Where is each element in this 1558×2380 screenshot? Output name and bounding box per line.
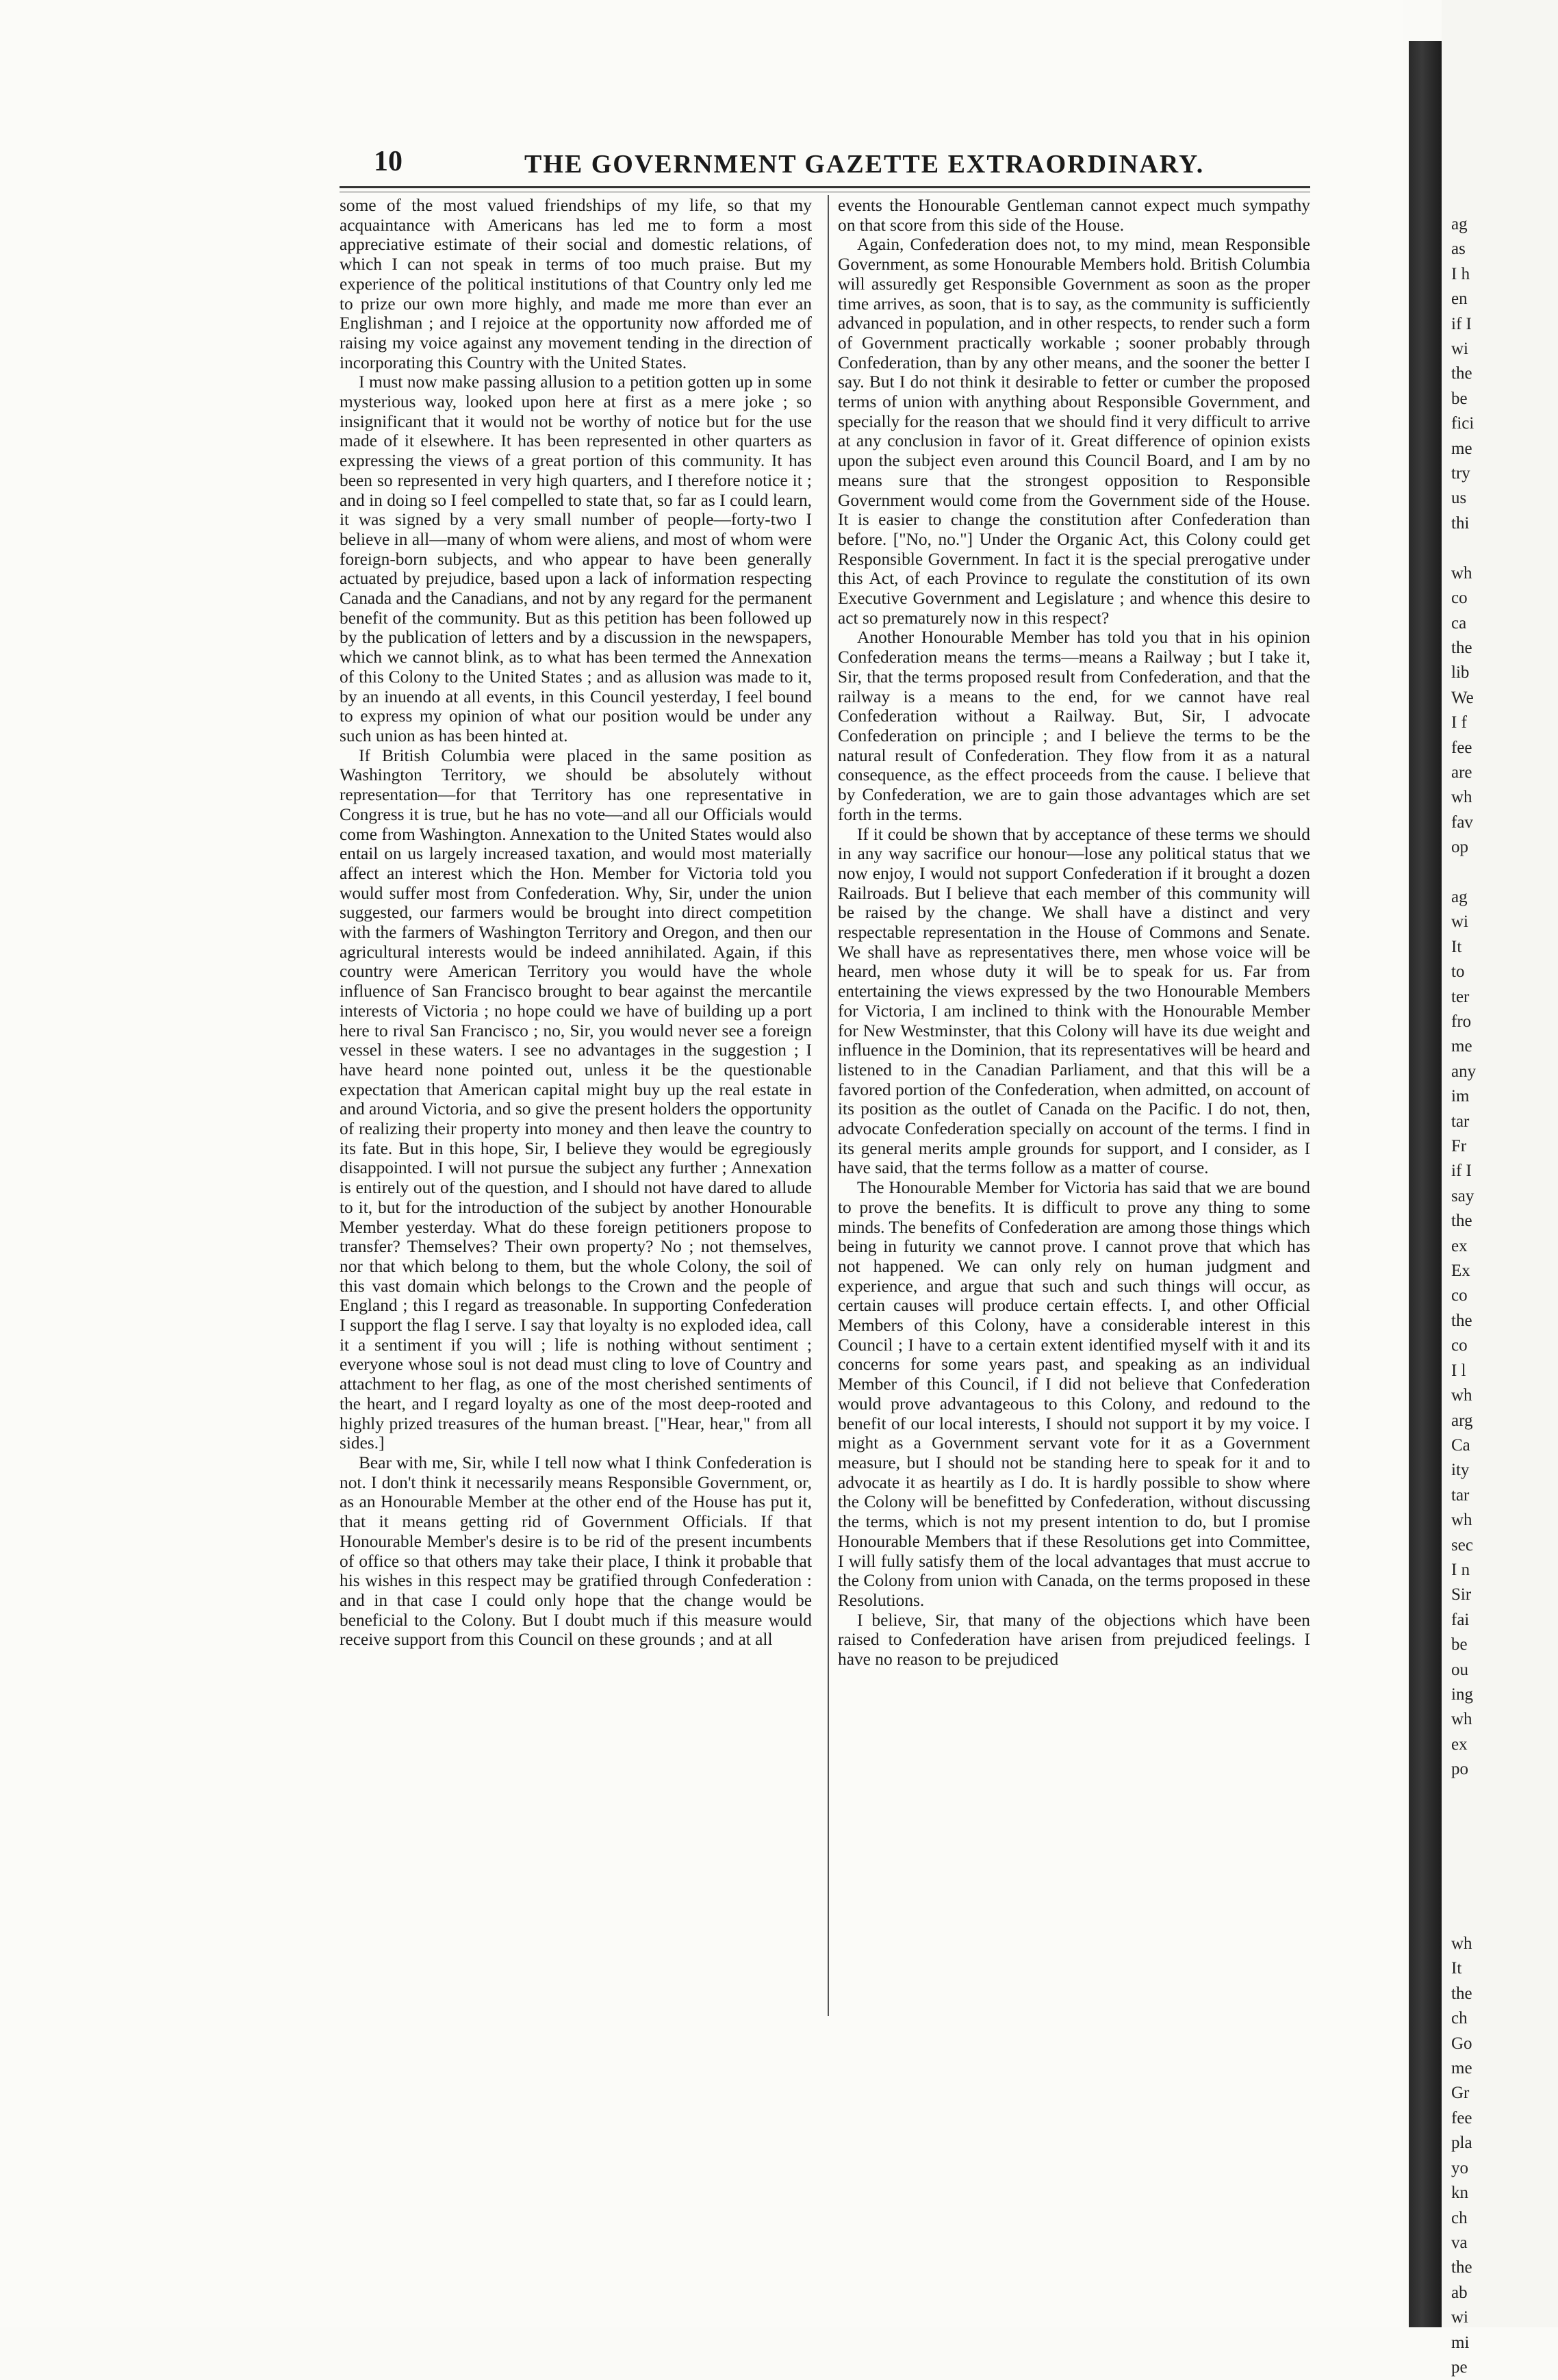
- facing-line: wi: [1451, 2308, 1468, 2327]
- facing-line: ter: [1451, 987, 1470, 1006]
- facing-line: fro: [1451, 1012, 1472, 1031]
- facing-line: tar: [1451, 1485, 1470, 1505]
- facing-line: fai: [1451, 1610, 1470, 1629]
- facing-line: ou: [1451, 1660, 1468, 1679]
- facing-line: It: [1451, 937, 1462, 956]
- page-number: 10: [374, 146, 403, 177]
- left-column: [340, 196, 812, 2030]
- facing-line: im: [1451, 1087, 1470, 1106]
- facing-line: wh: [1451, 1511, 1472, 1530]
- facing-line: I f: [1451, 713, 1467, 732]
- facing-line: the: [1451, 1212, 1472, 1231]
- column-divider: [828, 195, 829, 2016]
- facing-line: me: [1451, 439, 1472, 458]
- facing-line: [1451, 860, 1558, 885]
- facing-line: kn: [1451, 2184, 1468, 2203]
- facing-line: ch: [1451, 2009, 1468, 2028]
- facing-page-text: [1442, 0, 1558, 2380]
- facing-line: be: [1451, 1635, 1468, 1654]
- right-column: [838, 196, 1310, 2030]
- facing-line: co: [1451, 589, 1468, 608]
- facing-line: if I: [1451, 1162, 1472, 1181]
- facing-line: I n: [1451, 1560, 1470, 1579]
- facing-line: yo: [1451, 2158, 1468, 2177]
- facing-line: op: [1451, 838, 1468, 857]
- facing-line: are: [1451, 763, 1472, 782]
- facing-line: lib: [1451, 663, 1470, 682]
- facing-line: the: [1451, 2258, 1472, 2277]
- page-header: [374, 145, 1310, 178]
- paragraph: I believe, Sir, that many of the objections which have been raised to Confederation have arisen from prejudiced feelings. I have no reason to be prejudiced: [838, 1610, 1310, 1669]
- facing-line: say: [1451, 1186, 1474, 1205]
- facing-line: ca: [1451, 613, 1467, 632]
- facing-line: ex: [1451, 1735, 1468, 1754]
- facing-line: fici: [1451, 414, 1474, 433]
- facing-line: wh: [1451, 1934, 1472, 1954]
- facing-line: It: [1451, 1959, 1462, 1978]
- paragraph: Bear with me, Sir, while I tell now what I think Confederation is not. I don't think it necessarily means Responsible Government, or, as an Honourable Member at the other end of the House has put it, that it means getting rid of Government Officials. If that Honourable Member's desire is to be rid of the present incumbents of office so that others may take their place, I think it probable that his wishes in this respect may be gratified through Confederation : and in that case I could only hope that the change would be beneficial to the Colony. But I doubt much if this measure would receive support from this Council on these grounds ; and at all: [340, 1453, 812, 1650]
- facing-line: en: [1451, 290, 1468, 309]
- paragraph: If it could be shown that by acceptance of these terms we should in any way sacrifice our honour—lose any political status that we now enjoy, I would not support Confederation if it brought a dozen Railroads. But I believe that each member of this community will be raised by the change. We shall have a distinct and very respectable representation in the House of Commons and Senate. We shall have as representatives there, men whose voice will be heard, men whose duty it will be to speak for us. Far from entertaining the views expressed by the two Honourable Members for Victoria, I am inclined to think with the Honourable Member for New Westminster, that this Colony will have its due weight and influence in the Dominion, that its representatives will be heard and listened to in the Canadian Parliament, and that this will be a favored portion of the Confederation, when admitted, on account of its position as the outlet of Canada on the Pacific. I do not, then, advocate Confederation specially on account of the terms. I find in its general merits ample grounds for support, and I consider, as I have said, that the terms follow as a matter of course.: [838, 824, 1310, 1178]
- facing-line: po: [1451, 1760, 1468, 1779]
- facing-line: [1451, 1857, 1558, 1882]
- facing-line: [1451, 1832, 1558, 1856]
- facing-line: We: [1451, 688, 1474, 707]
- facing-line: Ex: [1451, 1262, 1470, 1281]
- facing-line: [1451, 1807, 1558, 1832]
- facing-page: [1442, 0, 1558, 2377]
- facing-line: wi: [1451, 912, 1468, 932]
- facing-line: wh: [1451, 563, 1472, 583]
- paragraph: Again, Confederation does not, to my mind, mean Responsible Government, as some Honourable Members hold. British Columbia will assuredly get Responsible Government as soon as the proper time arrives, as soon, that is to say, as the community is sufficiently advanced in population, and in other respects, to render such a form of Government practically workable ; sooner probably through Confederation, than by any other means, and the sooner the better I say. But I do not think it desirable to fetter or cumber the proposed terms of union with anything about Responsible Government, and specially for the reason that we should find it very difficult to arrive at any conclusion in favor of it. Great difference of opinion exists upon the subject even around this Council Board, and I am by no means sure that the strongest opposition to Responsible Government would come from the Government side of the House. It is easier to change the constitution after Confederation than before. ["No, no."] Under the Organic Act, this Colony could get Responsible Government. In fact it is the special prerogative under this Act, of each Province to regulate the constitution of its own Executive Government and Legislature ; and whence this desire to act so prematurely now in this respect?: [838, 235, 1310, 628]
- facing-line: Fr: [1451, 1137, 1467, 1156]
- facing-line: to: [1451, 962, 1465, 982]
- paragraph: I must now make passing allusion to a petition gotten up in some mysterious way, looked upon here at first as a mere joke ; so insignificant that it would not be worthy of notice but for the use made of it elsewhere. It has been represented in other quarters as expressing the views of a great portion of this community. It has been so represented in very high quarters, and I therefore notice it ; and in doing so I feel compelled to state that, so far as I could learn, it was signed by a very small number of people—forty-two I believe in all—many of whom were aliens, and most of whom were foreign-born subjects, and who appear to have been generally actuated by prejudice, based upon a lack of information respecting Canada and the Canadians, and not by any regard for the permanent benefit of the community. But as this petition has been followed up by the publication of letters and by a discussion in the newspapers, which we cannot blink, as to what has been termed the Annexation of this Colony to the United States ; and as allusion was made to it, by an inuendo at all events, in this Council yesterday, I feel bound to express my opinion of what our position would be under any such union as has been hinted at.: [340, 372, 812, 745]
- facing-line: as: [1451, 240, 1466, 259]
- facing-line: [1451, 1907, 1558, 1932]
- facing-line: ag: [1451, 887, 1468, 906]
- facing-line: mi: [1451, 2333, 1470, 2352]
- facing-line: be: [1451, 389, 1468, 408]
- facing-line: Gr: [1451, 2084, 1470, 2103]
- facing-line: us: [1451, 489, 1467, 508]
- facing-line: ing: [1451, 1685, 1473, 1704]
- facing-line: pe: [1451, 2357, 1468, 2377]
- facing-line: ity: [1451, 1461, 1470, 1480]
- facing-line: try: [1451, 464, 1470, 483]
- facing-line: ab: [1451, 2283, 1468, 2302]
- book-binding: [1409, 41, 1442, 2327]
- facing-line: the: [1451, 638, 1472, 657]
- facing-line: Go: [1451, 2034, 1472, 2053]
- paragraph: The Honourable Member for Victoria has said that we are bound to prove the benefits. It is difficult to prove any thing to some minds. The benefits of Confederation are among those things which being in futurity we cannot prove. I cannot prove that which has not happened. We can only rely on human judgment and experience, and argue that such and such things will occur, as certain causes will produce certain effects. I, and other Official Members of this Colony, have a considerable interest in this Council ; I have to a certain extent identified myself with it and its concerns for some years past, and speaking as an individual Member of this Council, if I did not believe that Confederation would prove advantageous to this Colony, and redound to the benefit of our local interests, I should not support it by my voice. I might as a Government servant vote for it as a Government measure, but I should not be standing here to speak for it and to advocate it as heartily as I do. It is hardly possible to show where the Colony will be benefitted by Confederation, without discussing the terms, which is not my present intention to do, but I promise Honourable Members that if these Resolutions get into Committee, I will fully satisfy them of the local advantages that must accrue to the Colony from union with Canada, on the terms proposed in these Resolutions.: [838, 1178, 1310, 1610]
- facing-line: [1451, 536, 1558, 561]
- facing-line: fav: [1451, 812, 1473, 832]
- facing-line: if I: [1451, 314, 1472, 333]
- facing-line: fee: [1451, 2108, 1472, 2127]
- paragraph: Another Honourable Member has told you that in his opinion Confederation means the terms—means a Railway ; but I take it, Sir, that the terms proposed result from Confederation, and that the railway is a means to the end, for we cannot have real Confederation without a Railway. But, Sir, I advocate Confederation on principle ; and I believe the terms to be the natural result of Confederation. They flow from it as a natural consequence, as the effect proceeds from the cause. I believe that by Confederation, we are to gain those advantages which are set forth in the terms.: [838, 628, 1310, 824]
- paragraph: some of the most valued friendships of my life, so that my acquaintance with Americans has led me to form a most appreciative estimate of their social and domestic relations, of which I can not speak in terms of too much praise. But my experience of the political institutions of that Country only led me to prize our own more highly, and made me more than ever an Englishman ; and I rejoice at the opportunity now afforded me of raising my voice against any movement tending in the direction of incorporating this Country with the United States.: [340, 196, 812, 372]
- facing-line: [1451, 1782, 1558, 1807]
- facing-line: co: [1451, 1286, 1468, 1305]
- gazette-title: THE GOVERNMENT GAZETTE EXTRAORDINARY.: [524, 150, 1205, 179]
- facing-line: any: [1451, 1062, 1477, 1081]
- facing-line: tar: [1451, 1112, 1470, 1131]
- facing-line: me: [1451, 2059, 1472, 2078]
- facing-line: [1451, 1882, 1558, 1906]
- facing-line: wh: [1451, 1710, 1472, 1729]
- facing-line: wi: [1451, 340, 1468, 359]
- paragraph: If British Columbia were placed in the same position as Washington Territory, we should be absolutely without representation—for that Territory has one representative in Congress it is true, but he has no vote—and all our Officials would come from Washington. Annexation to the United States would also entail on us largely increased taxation, and would most materially affect an interest which the Hon. Member for Victoria told you would suffer most from Confederation. Why, Sir, under the union suggested, our farmers would be brought into direct competition with the farmers of Washington Territory and Oregon, and then our agricultural interests would be indeed annihilated. Again, if this country were American Territory you would have the whole influence of San Francisco brought to bear against the mercantile interests of Victoria ; no hope could we have of building up a port here to rival San Francisco ; no, Sir, you would never see a foreign vessel in these waters. I see no advantages in the suggestion ; I have heard none pointed out, unless it be the questionable expectation that American capital might buy up the real estate in and around Victoria, and so give the present holders the opportunity of realizing their property into money and then leave the country to its fate. But in this hope, Sir, I believe they would be egregiously disappointed. I will not pursue the subject any further ; Annexation is entirely out of the question, and I should not have dared to allude to it, but for the introduction of the subject by another Honourable Member yesterday. What do these foreign petitioners propose to transfer? Themselves? Their own property? No ; not themselves, nor that which belong to them, but the whole Colony, the soil of this vast domain which belongs to the Crown and the people of England ; this I regard as treasonable. In supporting Confederation I support the flag I serve. I say that loyalty is no exploded idea, call it a sentiment if you will ; life is nothing without sentiment ; everyone whose soul is not dead must cling to love of Country and attachment to her flag, as one of the most cherished sentiments of the heart, and I regard loyalty as one of the most deep-rooted and highly prized treasures of the human breast. ["Hear, hear," from all sides.]: [340, 745, 812, 1453]
- facing-line: the: [1451, 364, 1472, 383]
- facing-line: ch: [1451, 2208, 1468, 2227]
- facing-line: va: [1451, 2233, 1468, 2252]
- facing-line: co: [1451, 1336, 1468, 1355]
- facing-line: the: [1451, 1311, 1472, 1330]
- facing-line: the: [1451, 1984, 1472, 2003]
- facing-line: me: [1451, 1037, 1472, 1056]
- facing-line: fee: [1451, 738, 1472, 757]
- facing-line: I h: [1451, 264, 1470, 283]
- facing-line: Sir: [1451, 1585, 1472, 1604]
- facing-line: sec: [1451, 1535, 1473, 1554]
- facing-line: wh: [1451, 1386, 1472, 1405]
- paragraph: events the Honourable Gentleman cannot expect much sympathy on that score from this side of the House.: [838, 196, 1310, 235]
- facing-line: wh: [1451, 788, 1472, 807]
- facing-line: I l: [1451, 1361, 1466, 1380]
- facing-line: ag: [1451, 215, 1468, 233]
- header-rule: [340, 186, 1310, 188]
- facing-line: ex: [1451, 1236, 1468, 1255]
- facing-line: arg: [1451, 1411, 1473, 1430]
- facing-line: thi: [1451, 513, 1470, 533]
- facing-line: Ca: [1451, 1435, 1470, 1455]
- facing-line: pla: [1451, 2134, 1472, 2153]
